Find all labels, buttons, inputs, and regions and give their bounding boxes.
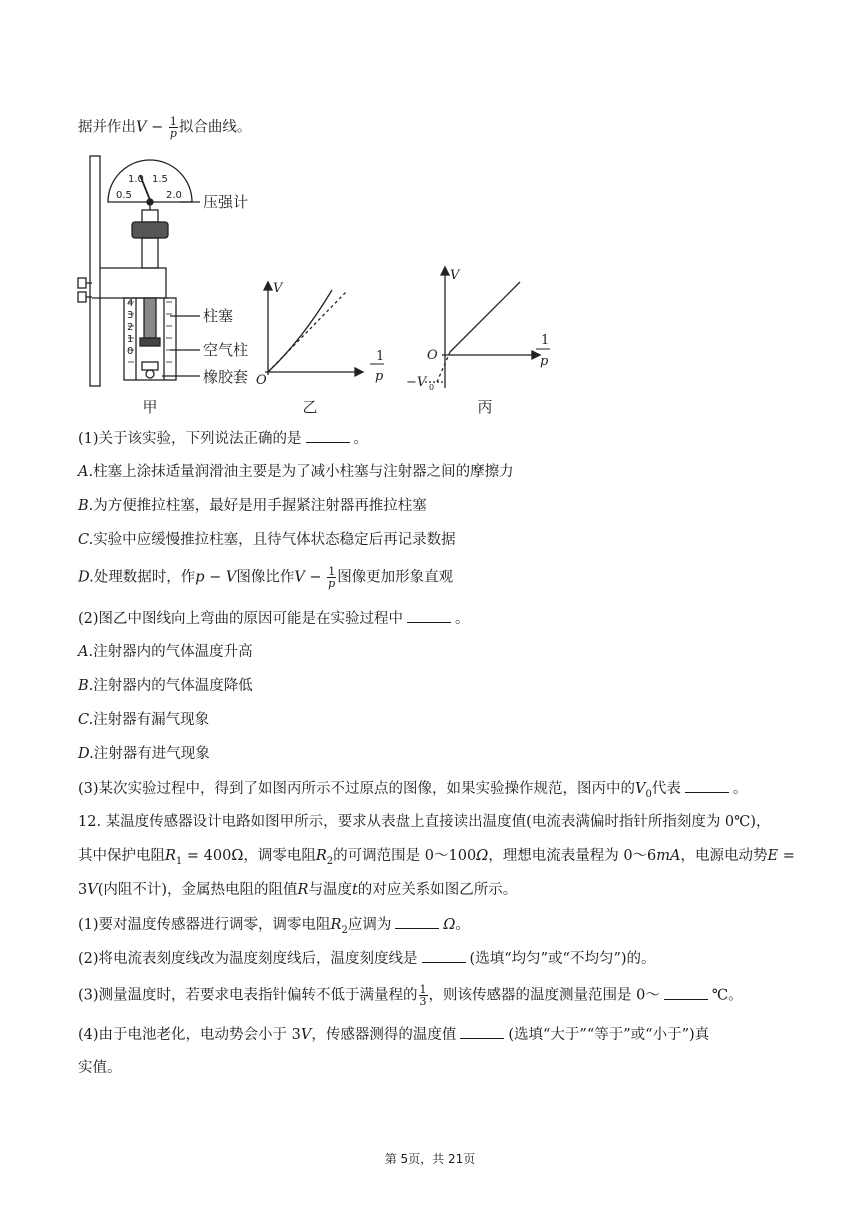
q3-text-2: 代表 — [651, 781, 681, 797]
clamp-screw-bottom — [78, 292, 86, 302]
q3-text-1: (3)某次实验过程中，得到了如图丙所示不过原点的图像，如果实验操作规范，图丙中的 — [78, 781, 636, 797]
p12-s1d: 。 — [455, 917, 470, 933]
q2-option-c-text: 注射器有漏气现象 — [93, 712, 210, 728]
q1-option-b[interactable] — [78, 496, 427, 516]
q1-option-d-letter: D. — [78, 569, 94, 586]
experiment-figure — [70, 150, 570, 418]
p12-l3d: 的对应关系如图乙所示。 — [357, 882, 518, 898]
q2-answer-blank[interactable] — [407, 608, 451, 623]
graph-bing-neg-v0-sub: 0 — [429, 383, 435, 392]
caption-bing: 丙 — [477, 398, 493, 416]
q1-option-a-letter: A. — [78, 464, 94, 480]
q1-option-d-math2: V − — [294, 569, 327, 586]
p12-r1: R — [165, 848, 176, 864]
gauge-tick-20: 2.0 — [166, 190, 182, 201]
q1-option-c-text: 实验中应缓慢推拉柱塞，且待气体状态稳定后再记录数据 — [93, 532, 456, 548]
intro-text-after: 拟合曲线。 — [178, 119, 252, 136]
p12-sub-3 — [78, 984, 743, 1007]
p12-emf: E = — [767, 848, 795, 864]
p12-s3-den: 3 — [419, 995, 427, 1008]
scale-num-4: 4 — [127, 298, 134, 309]
p12-s4-answer-blank[interactable] — [460, 1024, 504, 1039]
q1-option-c[interactable] — [78, 530, 456, 550]
p12-s3-fraction — [419, 984, 428, 1007]
graph-bing-line — [450, 282, 520, 352]
p12-line-2 — [78, 846, 795, 872]
p12-s4c: (选填“大于”“等于”或“小于”)真 — [508, 1027, 710, 1043]
p12-l3b: (内阻不计)，金属热电阻的阻值 — [97, 882, 298, 898]
intro-line — [78, 116, 251, 139]
p12-l2e: ，电源电动势 — [680, 848, 768, 864]
q1-answer-blank[interactable] — [306, 428, 350, 443]
p12-r2: R — [315, 848, 327, 864]
plunger — [144, 298, 156, 338]
scale-num-3: 3 — [127, 310, 134, 321]
q2-option-c-letter: C. — [78, 712, 94, 728]
p12-l2d: ，理想电流表量程为 0～6 — [488, 848, 657, 864]
p12-ohm: Ω — [476, 848, 489, 864]
page-footer: 第 5页，共 21页 — [384, 1152, 476, 1166]
intro-frac-num: 1 — [169, 115, 177, 128]
p12-s1a: (1)要对温度传感器进行调零，调零电阻 — [78, 917, 331, 933]
graph-bing-neg-v0: −V — [406, 375, 427, 390]
p12-s3-answer-blank[interactable] — [664, 985, 708, 1000]
q1-option-b-text: 为方便推拉柱塞，最好是用手握紧注射器再推拉柱塞 — [93, 498, 427, 514]
label-rubber-cap: 橡胶套 — [203, 368, 249, 386]
graph-yi-curve — [268, 290, 332, 372]
q1-option-d-t2: 图像比作 — [236, 569, 295, 586]
scale-num-1: 1 — [127, 334, 134, 345]
p12-s3c: ℃。 — [711, 987, 743, 1004]
p12-s4-volt: V — [300, 1027, 312, 1043]
q2-option-a[interactable] — [78, 642, 253, 662]
p12-s1-r2: R — [330, 917, 342, 933]
q2-option-d-letter: D. — [78, 746, 94, 762]
q1-stem — [78, 428, 368, 449]
q2-option-b-letter: B. — [78, 678, 94, 694]
p12-s4a: (4)由于电池老化，电动势会小于 3 — [78, 1027, 301, 1043]
gauge-tick-10: 1.0 — [128, 174, 144, 185]
p12-s2-answer-blank[interactable] — [422, 948, 466, 963]
p12-s1-r2-sub: 2 — [341, 924, 348, 936]
p12-r2-sub: 2 — [326, 855, 334, 867]
q2-option-b-text: 注射器内的气体温度降低 — [93, 678, 253, 694]
intro-fraction — [169, 116, 178, 139]
p12-s4b: ，传感器测得的温度值 — [311, 1027, 457, 1043]
q2-option-d-text: 注射器有进气现象 — [93, 746, 210, 762]
caption-yi: 乙 — [302, 398, 318, 416]
q2-stem-text: (2)图乙中图线向上弯曲的原因可能是在实验过程中 — [78, 611, 404, 627]
q1-option-d-math1: p − V — [195, 569, 237, 586]
q2-option-d[interactable] — [78, 744, 210, 764]
p12-l3a: 3 — [78, 882, 88, 898]
p12-r1-sub: 1 — [175, 855, 183, 867]
q1-option-d-fraction — [327, 566, 336, 589]
p12-s3a: (3)测量温度时，若要求电表指针偏转不低于满量程的 — [78, 987, 418, 1004]
q3-end: 。 — [732, 781, 748, 797]
scale-num-0: 0 — [127, 346, 134, 357]
q1-stem-text: (1)关于该实验，下列说法正确的是 — [78, 431, 302, 447]
gauge-tick-15: 1.5 — [152, 174, 168, 185]
q1-d-frac-num: 1 — [328, 565, 336, 578]
q2-option-c[interactable] — [78, 710, 209, 730]
p12-line-3 — [78, 880, 517, 900]
intro-frac-den: p — [169, 127, 177, 140]
graph-yi-xnum: 1 — [376, 349, 385, 364]
q3-stem — [78, 778, 747, 805]
q2-stem-end: 。 — [455, 611, 470, 627]
q1-option-a[interactable] — [78, 462, 514, 482]
p12-sub-2 — [78, 948, 656, 969]
q2-option-a-text: 注射器内的气体温度升高 — [93, 644, 253, 660]
clamp — [92, 268, 166, 298]
p12-s4d: 实值。 — [78, 1060, 122, 1076]
rubber-cap — [142, 362, 158, 370]
intro-minus: − — [146, 119, 168, 136]
caption-jia: 甲 — [142, 398, 158, 416]
intro-text: 据并作出 — [78, 119, 136, 136]
q1-option-a-text: 柱塞上涂抹适量润滑油主要是为了减小柱塞与注射器之间的摩擦力 — [93, 464, 514, 480]
stand-rod — [90, 156, 100, 386]
p12-s3b: ，则该传感器的温度测量范围是 0～ — [428, 987, 660, 1004]
p12-line-1 — [78, 812, 771, 832]
p12-r1-val: = 400Ω — [182, 848, 244, 864]
q3-answer-blank[interactable] — [685, 778, 729, 793]
p12-s2b: (选填“均匀”或“不均匀”)的。 — [469, 951, 656, 967]
q3-math-sub: 0 — [645, 788, 652, 800]
label-pressure-gauge: 压强计 — [203, 193, 249, 211]
graph-yi-axis-v: V — [273, 281, 283, 296]
graph-bing-xnum: 1 — [541, 333, 550, 348]
q1-d-frac-den: p — [328, 577, 336, 590]
p12-r: R — [297, 882, 309, 898]
q1-stem-end: 。 — [353, 431, 369, 447]
graph-bing-axis-v: V — [450, 268, 460, 283]
q1-option-d[interactable] — [78, 566, 453, 589]
p12-t: t — [351, 882, 358, 898]
graph-bing-origin: O — [427, 348, 438, 363]
q3-math-v: V — [635, 781, 646, 797]
q2-stem — [78, 608, 470, 629]
intro-var-v: V — [136, 119, 147, 136]
q1-option-d-t1: 处理数据时，作 — [93, 569, 196, 586]
p12-s1-ohm: Ω — [443, 917, 456, 933]
p12-s3-num: 1 — [419, 983, 427, 996]
p12-l2a: 其中保护电阻 — [78, 848, 165, 864]
p12-sub-4 — [78, 1024, 709, 1045]
label-plunger: 柱塞 — [203, 307, 234, 325]
clamp-screw-top — [78, 278, 86, 288]
p12-s1b: 应调为 — [347, 917, 392, 933]
q2-option-a-letter: A. — [78, 644, 94, 660]
scale-num-2: 2 — [127, 322, 134, 333]
q1-option-d-t3: 图像更加形象直观 — [337, 569, 454, 586]
label-air-column: 空气柱 — [203, 341, 249, 359]
p12-l2b: ，调零电阻 — [243, 848, 316, 864]
p12-l2c: 的可调范围是 0～100 — [333, 848, 477, 864]
p12-volt: V — [87, 882, 98, 898]
connector-nut — [132, 222, 168, 238]
gauge-tick-05: 0.5 — [116, 190, 132, 201]
p12-sub-4-cont — [78, 1058, 122, 1078]
p12-ma: mA — [656, 848, 681, 864]
q1-option-b-letter: B. — [78, 498, 94, 514]
q1-option-c-letter: C. — [78, 532, 94, 548]
graph-bing-xden: p — [540, 354, 549, 369]
p12-l3c: 与温度 — [308, 882, 352, 898]
p12-l1-text: 12. 某温度传感器设计电路如图甲所示，要求从表盘上直接读出温度值(电流表满偏时指针所指刻度为 0℃)， — [78, 814, 771, 830]
graph-yi-origin: O — [256, 373, 267, 388]
p12-s2a: (2)将电流表刻度线改为温度刻度线后，温度刻度线是 — [78, 951, 418, 967]
p12-s1-answer-blank[interactable] — [395, 914, 439, 929]
p12-sub-1 — [78, 914, 470, 941]
q2-option-b[interactable] — [78, 676, 253, 696]
graph-bing-extension — [437, 352, 450, 382]
graph-yi-xden: p — [375, 369, 384, 384]
